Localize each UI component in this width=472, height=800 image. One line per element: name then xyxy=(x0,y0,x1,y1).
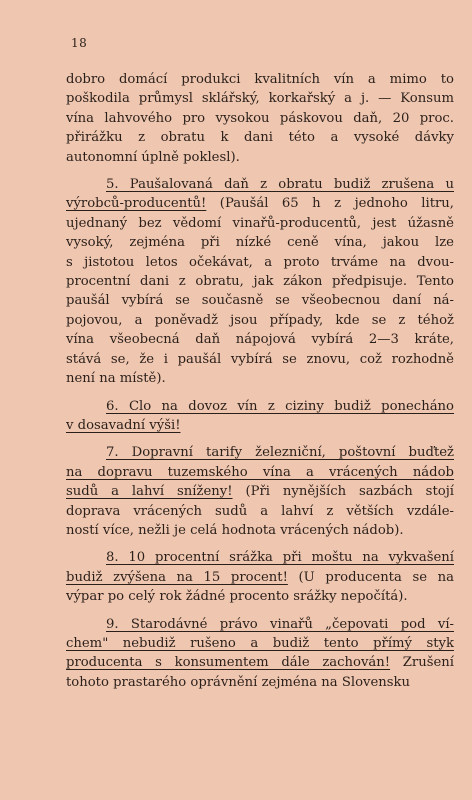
text-line xyxy=(66,148,454,167)
text-run: (Paušál 65 h z jednoho litru, xyxy=(206,196,454,212)
underlined-text: výrobců-producentů! xyxy=(66,196,207,212)
text-run: výpar po celý rok žádné procento srážky nepočítá). xyxy=(66,589,408,605)
underlined-text: producenta s konsumentem dále zachován! xyxy=(66,655,391,671)
page-number: 18 xyxy=(71,36,88,50)
text-line xyxy=(66,128,454,147)
text-line xyxy=(66,548,454,567)
text-line xyxy=(66,521,454,540)
underlined-text: v dosavadní výši! xyxy=(66,417,181,433)
underlined-text: sudů a lahví sníženy! xyxy=(66,484,233,500)
text-line xyxy=(66,482,454,501)
text-run: pojovou, a poněvadž jsou případy, kde se z téhož xyxy=(66,312,454,328)
text-line xyxy=(66,568,454,587)
text-run: přirážku z obratu k dani této a vysoké dávky xyxy=(66,130,454,146)
paragraph-p-9 xyxy=(66,615,454,693)
text-run: vysoký, zejména při nízké ceně vína, jakou lze xyxy=(66,235,454,251)
text-line xyxy=(66,653,454,672)
text-run: dobro domácí produkci kvalitních vín a mimo to xyxy=(66,72,454,87)
underlined-text: chem" nebudiž rušeno a budiž tento přímý styk xyxy=(66,635,454,651)
paragraph-p-5 xyxy=(66,175,454,388)
text-line xyxy=(66,291,454,310)
text-line xyxy=(66,311,454,330)
text-line xyxy=(66,634,454,653)
underlined-text: 6. Clo na dovoz vín z ciziny budiž ponecháno xyxy=(106,398,454,414)
text-line xyxy=(66,330,454,349)
body-text xyxy=(66,70,454,700)
text-run: doprava vrácených sudů a lahví z větších vzdále- xyxy=(66,503,454,519)
text-line xyxy=(66,350,454,369)
underlined-text: 9. Starodávné právo vinařů „čepovati pod ví- xyxy=(106,616,454,632)
text-run: Zrušení xyxy=(390,655,454,671)
text-line xyxy=(66,397,454,416)
text-run: paušál vybírá se současně se všeobecnou daní ná- xyxy=(66,293,454,309)
text-run: ujednaný bez vědomí vinařů-producentů, jest úžasně xyxy=(66,215,454,231)
text-line xyxy=(66,463,454,482)
text-line xyxy=(66,615,454,634)
paragraph-p-8 xyxy=(66,548,454,606)
text-line xyxy=(66,272,454,291)
text-line xyxy=(66,253,454,272)
text-line xyxy=(66,233,454,252)
text-line xyxy=(66,587,454,606)
text-line xyxy=(66,214,454,233)
text-line xyxy=(66,369,454,388)
text-run: procentní dani z obratu, jak zákon předpisuje. Tento xyxy=(66,274,454,290)
text-line xyxy=(66,502,454,521)
text-run: autonomní úplně poklesl). xyxy=(66,149,240,165)
text-run: stává se, že i paušál vybírá se znovu, což rozhodně xyxy=(66,351,454,367)
underlined-text: na dopravu tuzemského vína a vrácených nádob xyxy=(66,464,454,480)
text-run: vína lahvového pro vysokou páskovou daň, 20 proc. xyxy=(66,110,454,126)
paragraph-p-intro xyxy=(66,70,454,167)
text-line xyxy=(66,89,454,108)
text-line xyxy=(66,416,454,435)
text-run: poškodila průmysl sklářský, korkařský a j. — Konsum xyxy=(66,91,454,107)
text-run: (U producenta se na xyxy=(287,569,454,585)
text-run: vína všeobecná daň nápojová vybírá 2—3 kráte, xyxy=(66,332,454,348)
underlined-text: 5. Paušalovaná daň z obratu budiž zrušena u xyxy=(106,177,454,193)
paragraph-p-7 xyxy=(66,443,454,540)
paragraph-p-6 xyxy=(66,397,454,436)
underlined-text: budiž zvýšena na 15 procent! xyxy=(66,569,288,585)
text-run: není na místě). xyxy=(66,371,166,387)
text-line xyxy=(66,194,454,213)
text-line xyxy=(66,175,454,194)
underlined-text: 8. 10 procentní srážka při moštu na vykvašení xyxy=(106,550,454,566)
underlined-text: 7. Dopravní tarify železniční, poštovní buďtež xyxy=(106,445,454,461)
text-run: (Při nynějších sazbách stojí xyxy=(232,484,455,500)
text-run: ností více, nežli je celá hodnota vrácených nádob). xyxy=(66,522,404,538)
text-run: s jistotou letos očekávat, a proto trváme na dvou- xyxy=(66,254,454,270)
text-line xyxy=(66,673,454,692)
text-line xyxy=(66,70,454,89)
text-run: tohoto prastarého oprávnění zejména na Slovensku xyxy=(66,674,411,690)
text-line xyxy=(66,443,454,462)
text-line xyxy=(66,109,454,128)
